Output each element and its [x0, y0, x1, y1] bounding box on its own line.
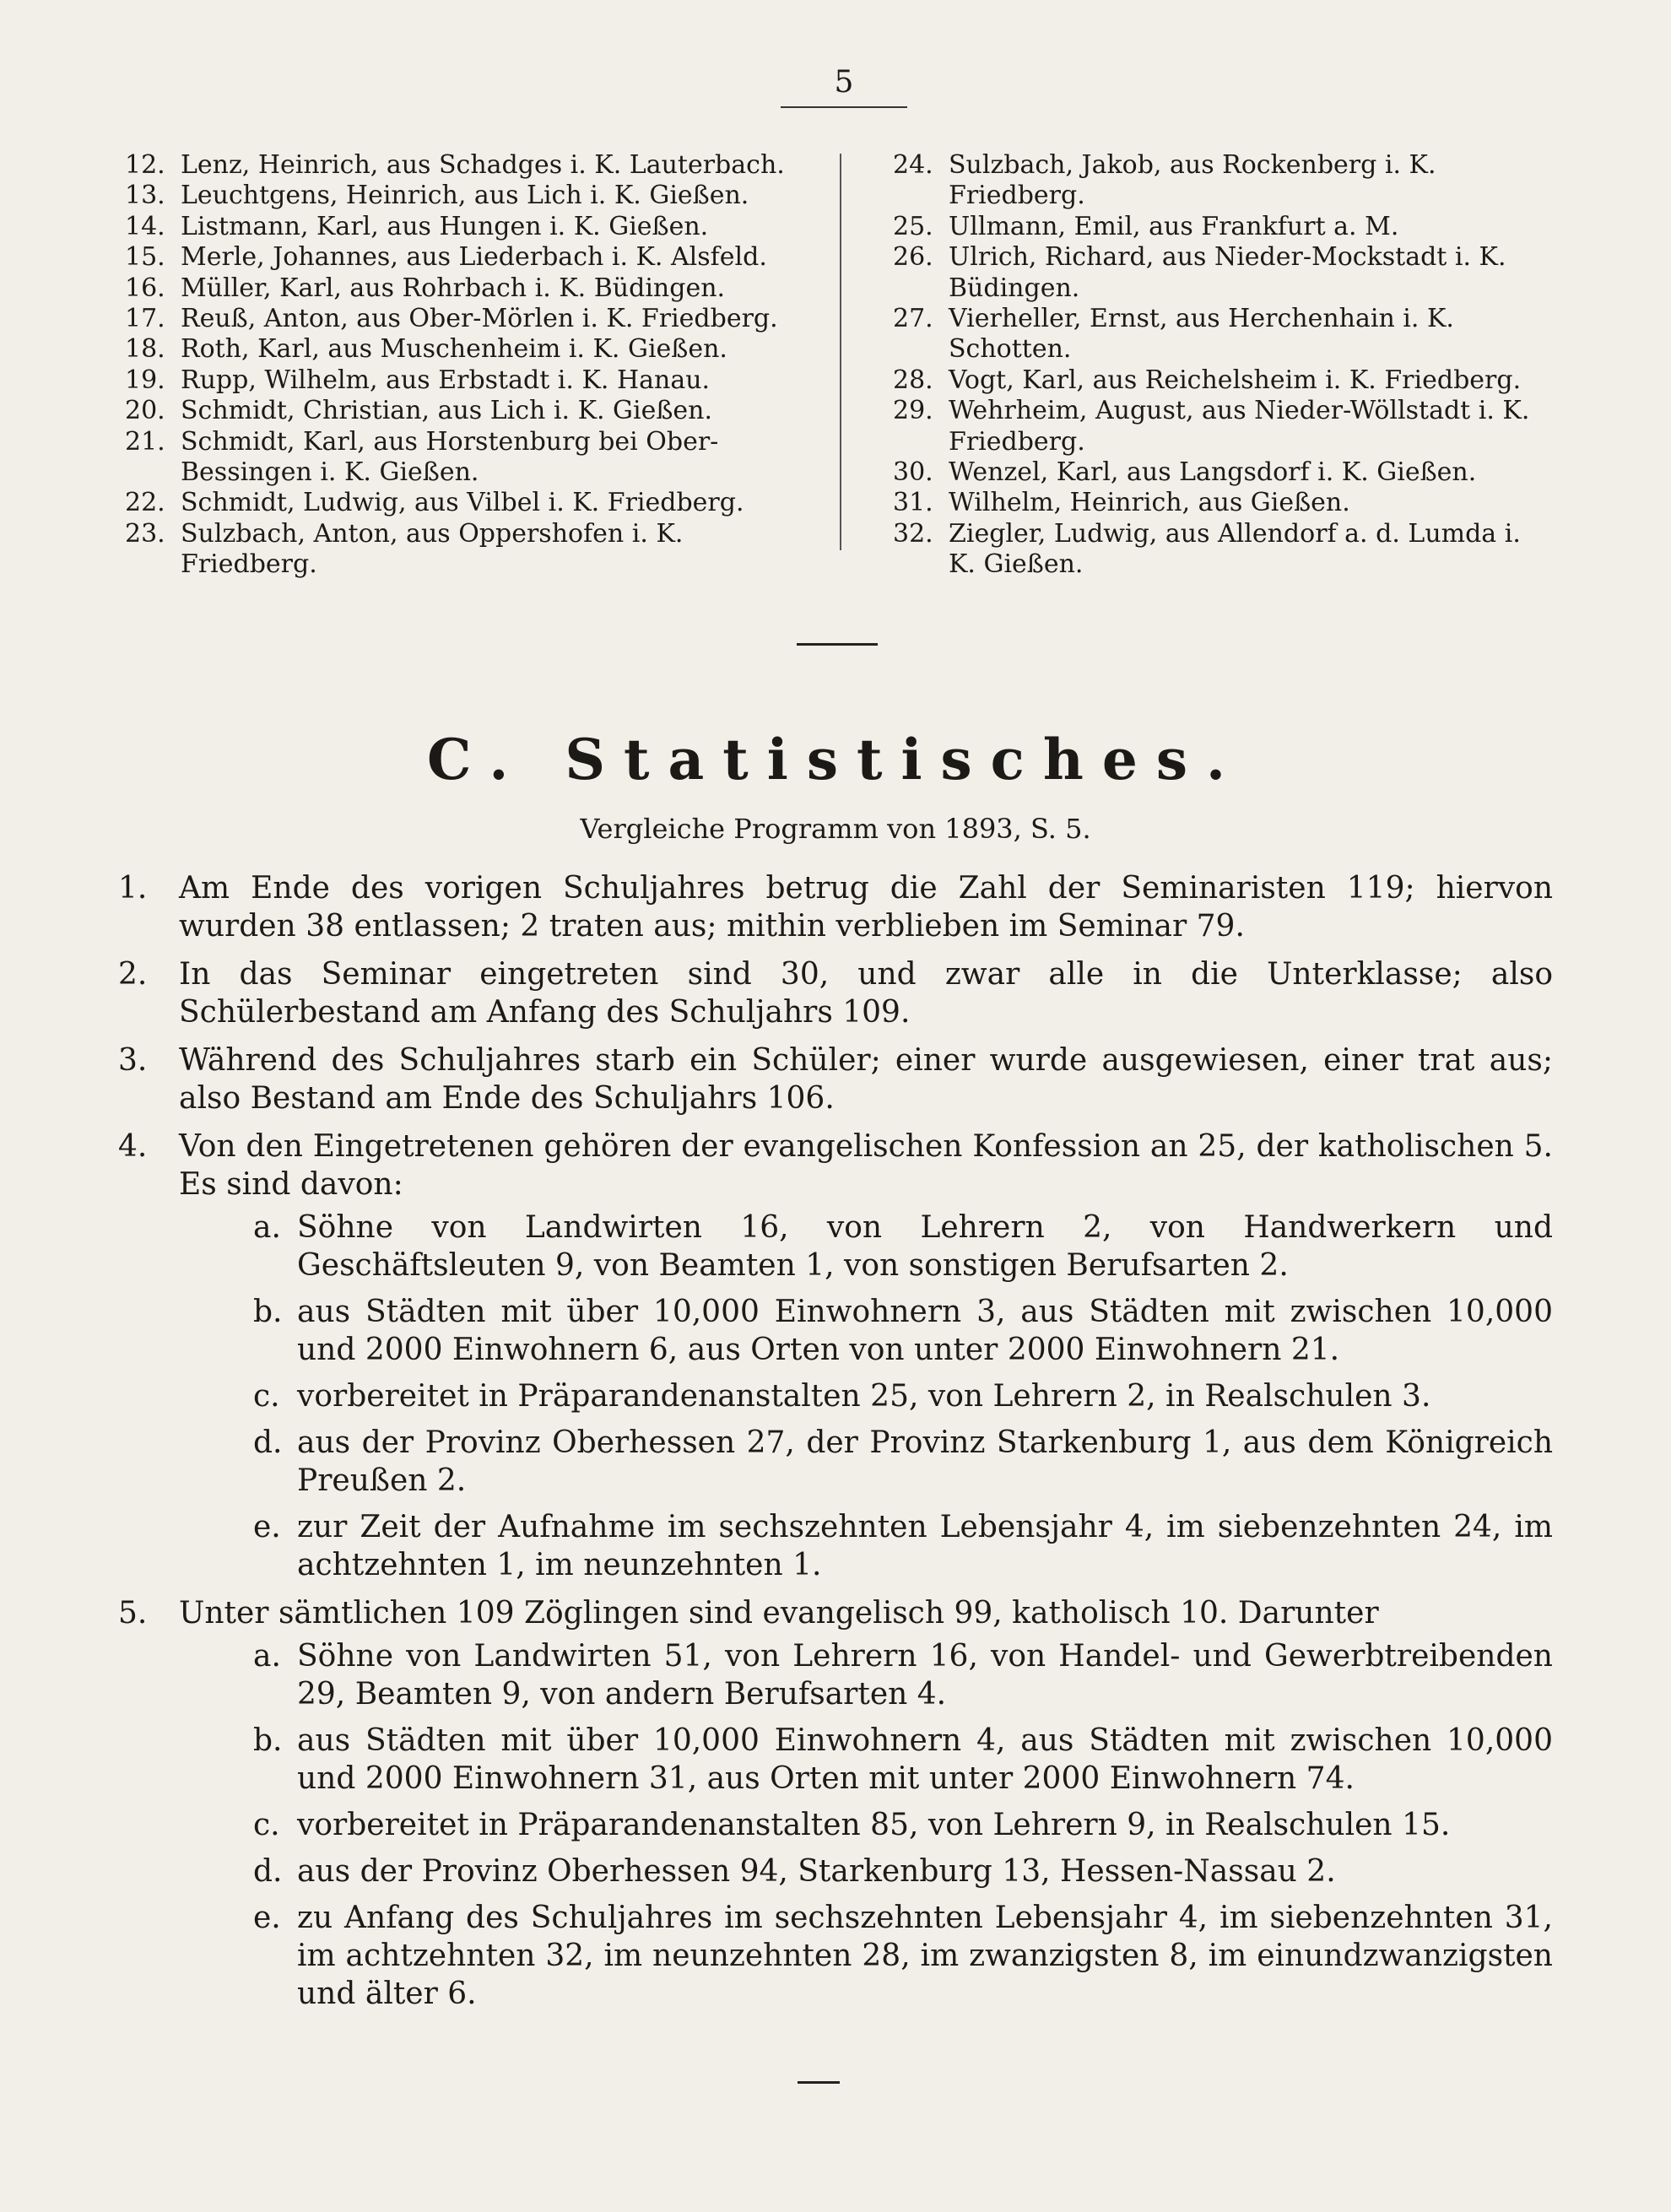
stat-item	[118, 1594, 1553, 2013]
entry-number: 20.	[125, 396, 165, 426]
stat-number: 3.	[118, 1043, 148, 1078]
entry-text: Vogt, Karl, aus Reichelsheim i. K. Friedberg.	[949, 365, 1522, 395]
student-entry	[125, 396, 800, 426]
stat-text: Von den Eingetretenen gehören der evangelischen Konfession an 25, der katholischen 5. Es sind davon:	[179, 1129, 1553, 1202]
entry-number: 30.	[893, 457, 933, 488]
student-entry	[125, 304, 800, 334]
entry-text: Sulzbach, Anton, aus Oppershofen i. K. Friedberg.	[181, 518, 684, 580]
student-entry	[893, 365, 1551, 396]
stat-subitem	[118, 1899, 1553, 2013]
subitem-text: zur Zeit der Aufnahme im sechszehnten Lebensjahr 4, im siebenzehnten 24, im achtzehnten 1, im neunzehnten 1.	[297, 1510, 1553, 1582]
subitem-letter: b.	[253, 1295, 283, 1329]
entry-number: 17.	[125, 304, 165, 334]
entry-number: 26.	[893, 242, 933, 273]
entry-text: Reuß, Anton, aus Ober-Mörlen i. K. Friedberg.	[181, 304, 778, 334]
student-entry	[893, 457, 1551, 488]
subitem-text: aus der Provinz Oberhessen 94, Starkenburg 13, Hessen-Nassau 2.	[297, 1854, 1336, 1889]
entry-number: 32.	[893, 518, 933, 549]
stat-subitem	[118, 1637, 1553, 1713]
entry-text: Müller, Karl, aus Rohrbach i. K. Büdingen.	[181, 273, 726, 303]
student-entry	[125, 488, 800, 518]
subitem-letter: c.	[253, 1379, 280, 1414]
stat-text: Am Ende des vorigen Schuljahres betrug die Zahl der Seminaristen 119; hiervon wurden 38 entlassen; 2 traten aus; mithin verblieben im Seminar 79.	[179, 871, 1553, 944]
student-entry	[893, 212, 1551, 242]
bottom-divider	[798, 2081, 840, 2084]
entry-number: 29.	[893, 396, 933, 426]
entry-text: Leuchtgens, Heinrich, aus Lich i. K. Gießen.	[181, 181, 749, 211]
stat-subitem	[118, 1722, 1553, 1798]
entry-text: Schmidt, Ludwig, aus Vilbel i. K. Friedberg.	[181, 488, 744, 518]
entry-number: 12.	[125, 150, 165, 180]
entry-number: 16.	[125, 273, 165, 303]
subitem-text: Söhne von Landwirten 51, von Lehrern 16, von Handel- und Gewerbtreibenden 29, Beamten 9, von andern Berufsarten 4.	[297, 1639, 1553, 1712]
entry-text: Ullmann, Emil, aus Frankfurt a. M.	[949, 211, 1399, 241]
entry-text: Schmidt, Christian, aus Lich i. K. Gießen.	[181, 396, 713, 426]
section-subheading: Vergleiche Programm von 1893, S. 5.	[580, 813, 1091, 845]
stat-sublist	[118, 1209, 1553, 1584]
entry-number: 31.	[893, 488, 933, 518]
subitem-text: zu Anfang des Schuljahres im sechszehnten Lebensjahr 4, im siebenzehnten 31, im achtzehnten 32, im neunzehnten 28, im zwanzigsten 8, im einundzwanzigsten und älter 6.	[297, 1901, 1553, 2011]
student-entry	[893, 519, 1551, 581]
entry-number: 19.	[125, 365, 165, 395]
stat-number: 1.	[118, 871, 148, 906]
subitem-text: aus der Provinz Oberhessen 27, der Provinz Starkenburg 1, aus dem Königreich Preußen 2.	[297, 1425, 1553, 1498]
entry-text: Ziegler, Ludwig, aus Allendorf a. d. Lumda i. K. Gießen.	[949, 518, 1521, 580]
stat-item	[118, 955, 1553, 1031]
entry-text: Merle, Johannes, aus Liederbach i. K. Alsfeld.	[181, 242, 767, 273]
statistics-list	[118, 869, 1553, 2023]
stat-item	[118, 1041, 1553, 1117]
student-entry	[125, 150, 800, 181]
student-entry	[125, 212, 800, 242]
stat-subitem	[118, 1508, 1553, 1584]
entry-number: 22.	[125, 488, 165, 518]
student-entry	[893, 150, 1551, 212]
subitem-letter: d.	[253, 1854, 283, 1889]
entry-number: 13.	[125, 181, 165, 211]
subitem-letter: e.	[253, 1901, 281, 1935]
entry-text: Listmann, Karl, aus Hungen i. K. Gießen.	[181, 211, 709, 241]
student-entry	[125, 334, 800, 365]
student-entry	[125, 273, 800, 304]
entry-number: 18.	[125, 334, 165, 365]
student-entry	[125, 242, 800, 273]
stat-subitem	[118, 1293, 1553, 1369]
entry-text: Wilhelm, Heinrich, aus Gießen.	[949, 488, 1350, 518]
student-entry	[125, 427, 800, 489]
subitem-text: vorbereitet in Präparandenanstalten 85, von Lehrern 9, in Realschulen 15.	[297, 1808, 1451, 1842]
student-entry	[125, 519, 800, 581]
section-heading: C. Statistisches.	[427, 727, 1244, 792]
stat-subitem	[118, 1209, 1553, 1284]
subitem-letter: a.	[253, 1639, 281, 1674]
subitem-text: aus Städten mit über 10,000 Einwohnern 4, aus Städten mit zwischen 10,000 und 2000 Einwohnern 31, aus Orten mit unter 2000 Einwohnern 74.	[297, 1723, 1553, 1796]
entry-text: Schmidt, Karl, aus Horstenburg bei Ober-Bessingen i. K. Gießen.	[181, 426, 719, 488]
subitem-letter: c.	[253, 1808, 280, 1842]
stat-text: In das Seminar eingetreten sind 30, und zwar alle in die Unterklasse; also Schülerbestand am Anfang des Schuljahrs 109.	[179, 957, 1553, 1030]
student-entry	[125, 365, 800, 396]
subitem-text: vorbereitet in Präparandenanstalten 25, von Lehrern 2, in Realschulen 3.	[297, 1379, 1431, 1414]
entry-text: Wenzel, Karl, aus Langsdorf i. K. Gießen.	[949, 457, 1477, 488]
entry-text: Sulzbach, Jakob, aus Rockenberg i. K. Friedberg.	[949, 150, 1436, 211]
column-divider	[840, 154, 841, 550]
subitem-text: Söhne von Landwirten 16, von Lehrern 2, von Handwerkern und Geschäftsleuten 9, von Beamten 1, von sonstigen Berufsarten 2.	[297, 1210, 1553, 1283]
page-number: 5	[834, 65, 854, 100]
entry-number: 27.	[893, 304, 933, 334]
section-divider	[797, 643, 878, 646]
student-entry	[893, 396, 1551, 457]
subitem-letter: e.	[253, 1510, 281, 1544]
subitem-letter: d.	[253, 1425, 283, 1460]
entry-number: 23.	[125, 518, 165, 549]
entry-text: Roth, Karl, aus Muschenheim i. K. Gießen.	[181, 334, 727, 365]
entry-text: Ulrich, Richard, aus Nieder-Mockstadt i. K. Büdingen.	[949, 242, 1506, 303]
stat-item	[118, 1128, 1553, 1584]
entry-number: 21.	[125, 426, 165, 457]
student-list-right	[893, 150, 1551, 581]
entry-text: Wehrheim, August, aus Nieder-Wöllstadt i. K. Friedberg.	[949, 396, 1530, 457]
stat-number: 4.	[118, 1129, 148, 1164]
student-list-left	[125, 150, 800, 581]
entry-number: 25.	[893, 211, 933, 241]
student-entry	[893, 304, 1551, 365]
stat-item	[118, 869, 1553, 945]
student-entry	[125, 181, 800, 211]
stat-text: Unter sämtlichen 109 Zöglingen sind evangelisch 99, katholisch 10. Darunter	[179, 1596, 1379, 1631]
subitem-text: aus Städten mit über 10,000 Einwohnern 3, aus Städten mit zwischen 10,000 und 2000 Einwohnern 6, aus Orten von unter 2000 Einwohnern 21.	[297, 1295, 1553, 1367]
stat-number: 2.	[118, 957, 148, 992]
student-entry	[893, 242, 1551, 304]
stat-subitem	[118, 1424, 1553, 1500]
stat-number: 5.	[118, 1596, 148, 1631]
stat-sublist	[118, 1637, 1553, 2013]
entry-text: Rupp, Wilhelm, aus Erbstadt i. K. Hanau.	[181, 365, 711, 395]
entry-number: 15.	[125, 242, 165, 273]
stat-subitem	[118, 1852, 1553, 1890]
entry-number: 14.	[125, 211, 165, 241]
entry-text: Vierheller, Ernst, aus Herchenhain i. K. Schotten.	[949, 304, 1454, 365]
stat-subitem	[118, 1806, 1553, 1844]
entry-number: 24.	[893, 150, 933, 180]
stat-text: Während des Schuljahres starb ein Schüler; einer wurde ausgewiesen, einer trat aus; also Bestand am Ende des Schuljahrs 106.	[179, 1043, 1553, 1116]
entry-text: Lenz, Heinrich, aus Schadges i. K. Lauterbach.	[181, 150, 785, 180]
page-number-rule	[781, 106, 907, 108]
entry-number: 28.	[893, 365, 933, 395]
stat-subitem	[118, 1377, 1553, 1415]
student-entry	[893, 488, 1551, 518]
subitem-letter: b.	[253, 1723, 283, 1758]
subitem-letter: a.	[253, 1210, 281, 1245]
